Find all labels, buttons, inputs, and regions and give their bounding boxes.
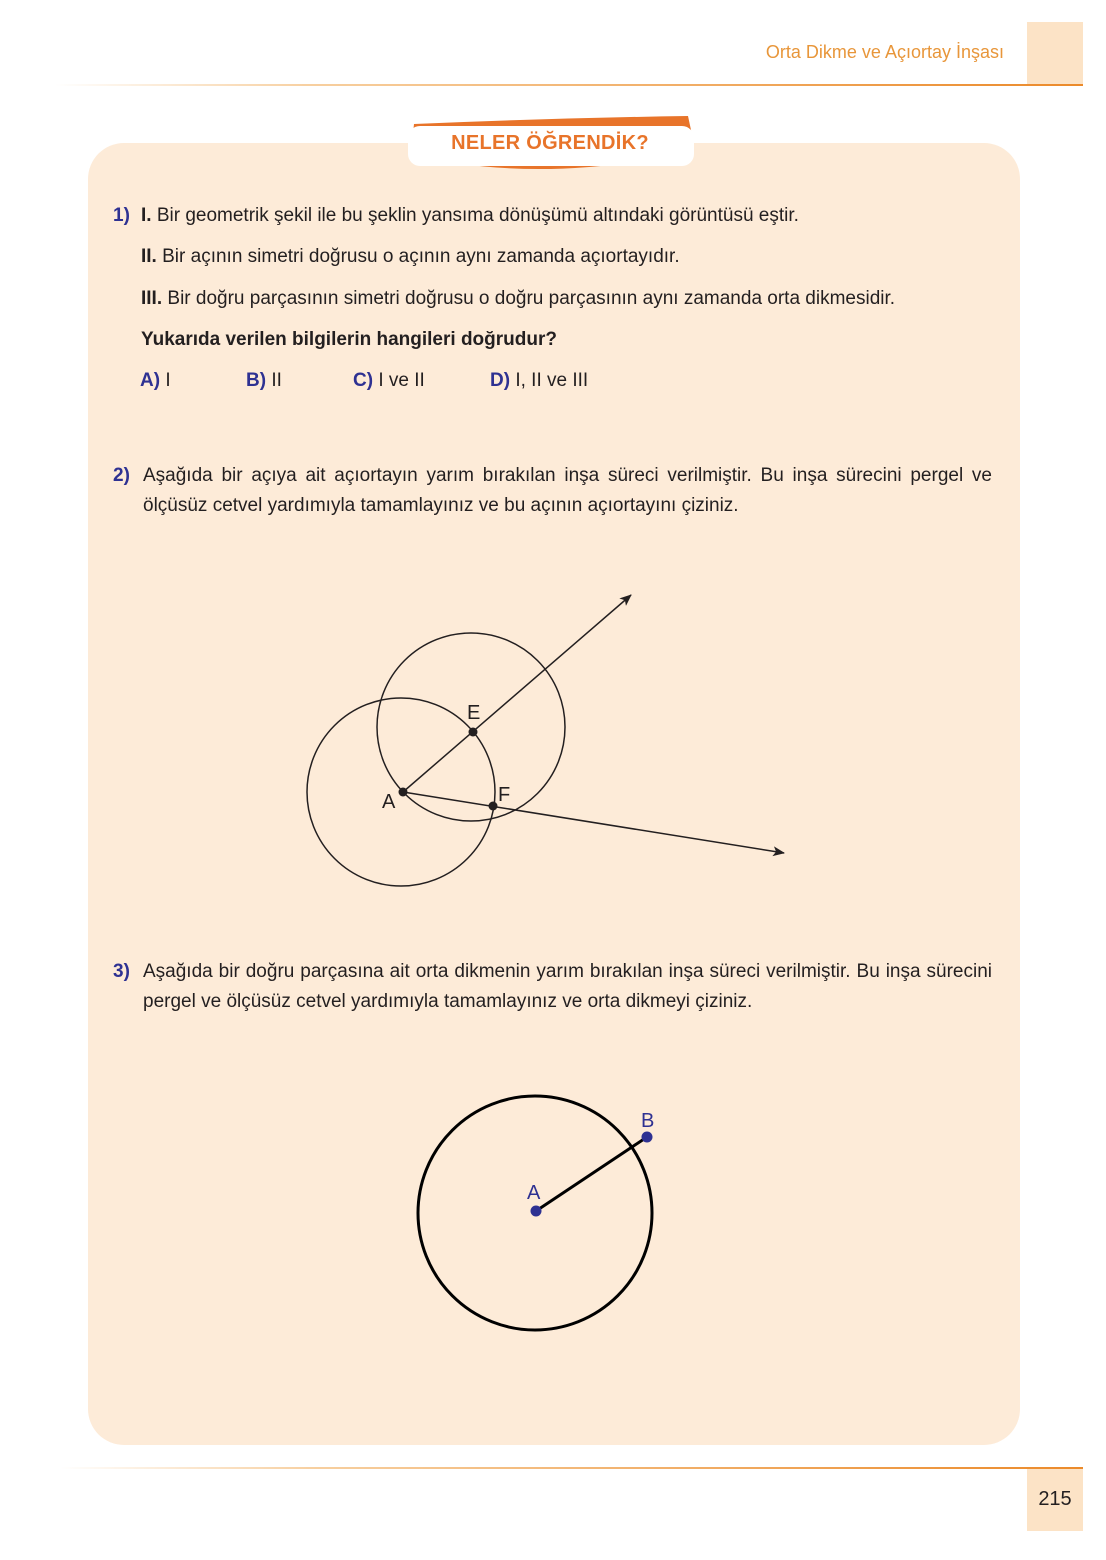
page-number: 215 bbox=[1038, 1488, 1072, 1510]
question-2-text: Aşağıda bir açıya ait açıortayın yarım bırakılan inşa süreci verilmiştir. Bu inşa sürecini pergel ve ölçüsüz cetvel yardımıyla tamamlayınız ve bu açının açıortayını çiziniz. bbox=[143, 465, 992, 516]
q1-option-c-text: I ve II bbox=[373, 370, 425, 391]
label-a: A bbox=[382, 791, 396, 813]
q1-option-a-key: A) bbox=[140, 370, 161, 391]
footer-rule bbox=[60, 1467, 1083, 1469]
question-1-number: 1) bbox=[113, 205, 130, 226]
center-point-a bbox=[531, 1206, 542, 1217]
question-3-number: 3) bbox=[113, 961, 130, 982]
point-b bbox=[642, 1132, 653, 1143]
q1-option-c-key: C) bbox=[353, 370, 374, 391]
q1-option-b-text: II bbox=[266, 370, 282, 391]
q1-roman-3: III. bbox=[141, 288, 163, 309]
label-e: E bbox=[467, 702, 481, 724]
q1-option-a-text: I bbox=[160, 370, 171, 391]
q1-statement-2-text: Bir açının simetri doğrusu o açının aynı zamanda açıortayıdır. bbox=[156, 246, 680, 267]
q1-question: Yukarıda verilen bilgilerin hangileri doğrudur? bbox=[141, 329, 557, 350]
q1-option-d-key: D) bbox=[490, 370, 511, 391]
section-title: NELER ÖĞRENDİK? bbox=[451, 132, 649, 154]
q1-statement-1-text: Bir geometrik şekil ile bu şeklin yansıma dönüşümü altındaki görüntüsü eştir. bbox=[151, 205, 799, 226]
running-header-title: Orta Dikme ve Açıortay İnşası bbox=[765, 42, 1004, 62]
question-2-number: 2) bbox=[113, 465, 130, 486]
label-b: B bbox=[641, 1110, 655, 1132]
label-f: F bbox=[498, 784, 511, 806]
label-center-a: A bbox=[527, 1182, 541, 1204]
q1-statement-3-text: Bir doğru parçasının simetri doğrusu o doğru parçasının aynı zamanda orta dikmesidir. bbox=[162, 288, 896, 309]
q1-roman-1: I. bbox=[141, 205, 152, 226]
segment-ab bbox=[536, 1137, 647, 1211]
q1-roman-2: II. bbox=[141, 246, 157, 267]
q1-option-b-key: B) bbox=[246, 370, 267, 391]
question-3-text: Aşağıda bir doğru parçasına ait orta dikmenin yarım bırakılan inşa süreci verilmiştir. Bu inşa sürecini pergel ve ölçüsüz cetvel yardımıyla tamamlayınız ve orta dikmeyi çiziniz. bbox=[143, 961, 992, 1012]
q1-option-d-text: I, II ve III bbox=[510, 370, 589, 391]
